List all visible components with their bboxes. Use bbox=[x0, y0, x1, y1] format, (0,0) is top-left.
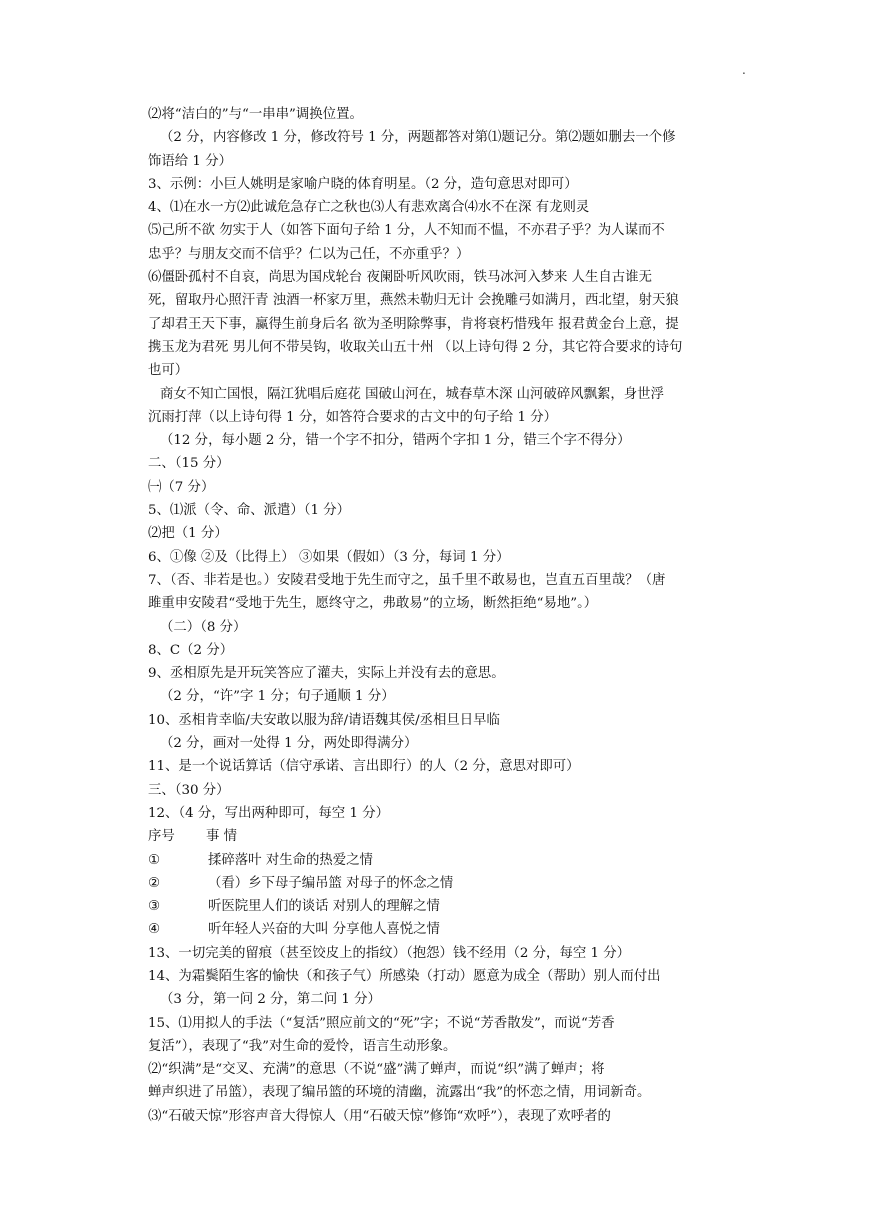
line: ⑸己所不欲 勿实于人（如答下面句子给 1 分，人不知而不愠，不亦君子乎？为人谋而不 bbox=[148, 223, 665, 239]
line: （2 分，画对一处得 1 分，两处即得满分） bbox=[160, 736, 418, 752]
header-no: 序号 bbox=[148, 829, 175, 845]
line: 三、（30 分） bbox=[148, 782, 230, 798]
table-header bbox=[148, 825, 742, 848]
page-marker: . bbox=[742, 63, 746, 77]
table-row bbox=[148, 918, 742, 941]
events-table bbox=[148, 825, 742, 941]
line: 复活”），表现了“我”对生命的爱怜，语言生动形象。 bbox=[148, 1038, 457, 1054]
line: 死，留取丹心照汗青 浊酒一杯家万里，燕然未勒归无计 会挽雕弓如满月，西北望，射天狼 bbox=[148, 293, 679, 309]
line: 商女不知亡国恨，隔江犹唱后庭花 国破山河在，城春草木深 山河破碎风飘絮，身世浮 bbox=[160, 386, 664, 402]
line: 9、丞相原先是开玩笑答应了灌夫，实际上并没有去的意思。 bbox=[148, 666, 505, 682]
row-text: 听医院里人们的谈话 对别人的理解之情 bbox=[208, 899, 440, 915]
line: 雎重申安陵君“受地于先生，愿终守之，弗敢易”的立场，断然拒绝“易地”。） bbox=[148, 596, 598, 612]
answer-document bbox=[148, 103, 742, 1128]
line: 了却君王天下事，赢得生前身后名 欲为圣明除弊事，肯将衰朽惜残年 报君黄金台上意，提 bbox=[148, 316, 679, 332]
line: 携玉龙为君死 男儿何不带吴钩，收取关山五十州 （以上诗句得 2 分，其它符合要求的诗句 bbox=[148, 339, 683, 355]
row-no: ① bbox=[148, 852, 161, 868]
table-row bbox=[148, 849, 742, 872]
header-event: 事 情 bbox=[206, 829, 238, 845]
line: 10、丞相肯幸临/夫安敢以服为辞/请语魏其侯/丞相旦日早临 bbox=[148, 712, 500, 728]
line: 4、⑴在水一方⑵此诚危急存亡之秋也⑶人有悲欢离合⑷水不在深 有龙则灵 bbox=[148, 200, 590, 216]
line: 忠乎？与朋友交而不信乎？仁以为己任，不亦重乎？） bbox=[148, 246, 470, 262]
line: ⑵将“洁白的”与“一串串”调换位置。 bbox=[148, 107, 363, 122]
line: 12、（4 分，写出两种即可，每空 1 分） bbox=[148, 805, 390, 821]
line: ⑵把（1 分） bbox=[148, 526, 228, 542]
line: 饰语给 1 分） bbox=[148, 153, 232, 169]
line: （12 分，每小题 2 分，错一个字不扣分，错两个字扣 1 分，错三个字不得分） bbox=[160, 433, 631, 449]
line: 6、①像 ②及（比得上） ③如果（假如）（3 分，每词 1 分） bbox=[148, 549, 510, 565]
line: （2 分，“许”字 1 分；句子通顺 1 分） bbox=[160, 689, 395, 705]
line: 7、（否、非若是也。）安陵君受地于先生而守之，虽千里不敢易也，岂直五百里哉？（唐 bbox=[148, 572, 666, 588]
line: 5、⑴派（令、命、派遣）（1 分） bbox=[148, 503, 351, 519]
line: ⑵“织满”是“交叉、充满”的意思（不说“盛”满了蝉声，而说“织”满了蝉声；将 bbox=[148, 1062, 605, 1078]
row-no: ④ bbox=[148, 922, 161, 938]
row-no: ③ bbox=[148, 899, 161, 915]
line: （2 分，内容修改 1 分，修改符号 1 分，两题都答对第⑴题记分。第⑵题如删去一个修 bbox=[160, 130, 676, 146]
table-row bbox=[148, 872, 742, 895]
line: ㈠（7 分） bbox=[148, 479, 215, 495]
line: 13、一切完美的留痕（甚至饺皮上的指纹）（抱怨）钱不经用（2 分，每空 1 分） bbox=[148, 945, 631, 961]
line: 二、（15 分） bbox=[148, 456, 230, 472]
table-row bbox=[148, 895, 742, 918]
line: 3、示例：小巨人姚明是家喻户晓的体育明星。（2 分，造句意思对即可） bbox=[148, 176, 578, 192]
line: 14、为霜鬓陌生客的愉快（和孩子气）所感染（打动）愿意为成全（帮助）别人而付出 bbox=[148, 968, 661, 984]
row-text: 揉碎落叶 对生命的热爱之情 bbox=[208, 852, 373, 868]
row-text: （看）乡下母子编吊篮 对母子的怀念之情 bbox=[208, 875, 454, 891]
row-text: 听年轻人兴奋的大叫 分享他人喜悦之情 bbox=[208, 922, 440, 938]
line: ⑶“石破天惊”形容声音大得惊人（用“石破天惊”修饰“欢呼”），表现了欢呼者的 bbox=[148, 1108, 611, 1124]
line: 也可） bbox=[148, 363, 189, 379]
line: 8、C（2 分） bbox=[148, 642, 234, 658]
line: （二）（8 分） bbox=[160, 619, 247, 635]
line: ⑹僵卧孤村不自哀，尚思为国戍轮台 夜阑卧听风吹雨，铁马冰河入梦来 人生自古谁无 bbox=[148, 270, 652, 286]
line: 15、⑴用拟人的手法（“复活”照应前文的“死”字；不说“芳香散发”，而说“芳香 bbox=[148, 1015, 615, 1031]
line: 11、是一个说话算话（信守承诺、言出即行）的人（2 分，意思对即可） bbox=[148, 759, 580, 775]
line: 蝉声织进了吊篮），表现了编吊篮的环境的清幽，流露出“我”的怀恋之情，用词新奇。 bbox=[148, 1085, 651, 1101]
line: 沉雨打萍（以上诗句得 1 分，如答符合要求的古文中的句子给 1 分） bbox=[148, 409, 558, 425]
row-no: ② bbox=[148, 875, 161, 891]
line: （3 分，第一问 2 分，第二问 1 分） bbox=[160, 992, 381, 1008]
